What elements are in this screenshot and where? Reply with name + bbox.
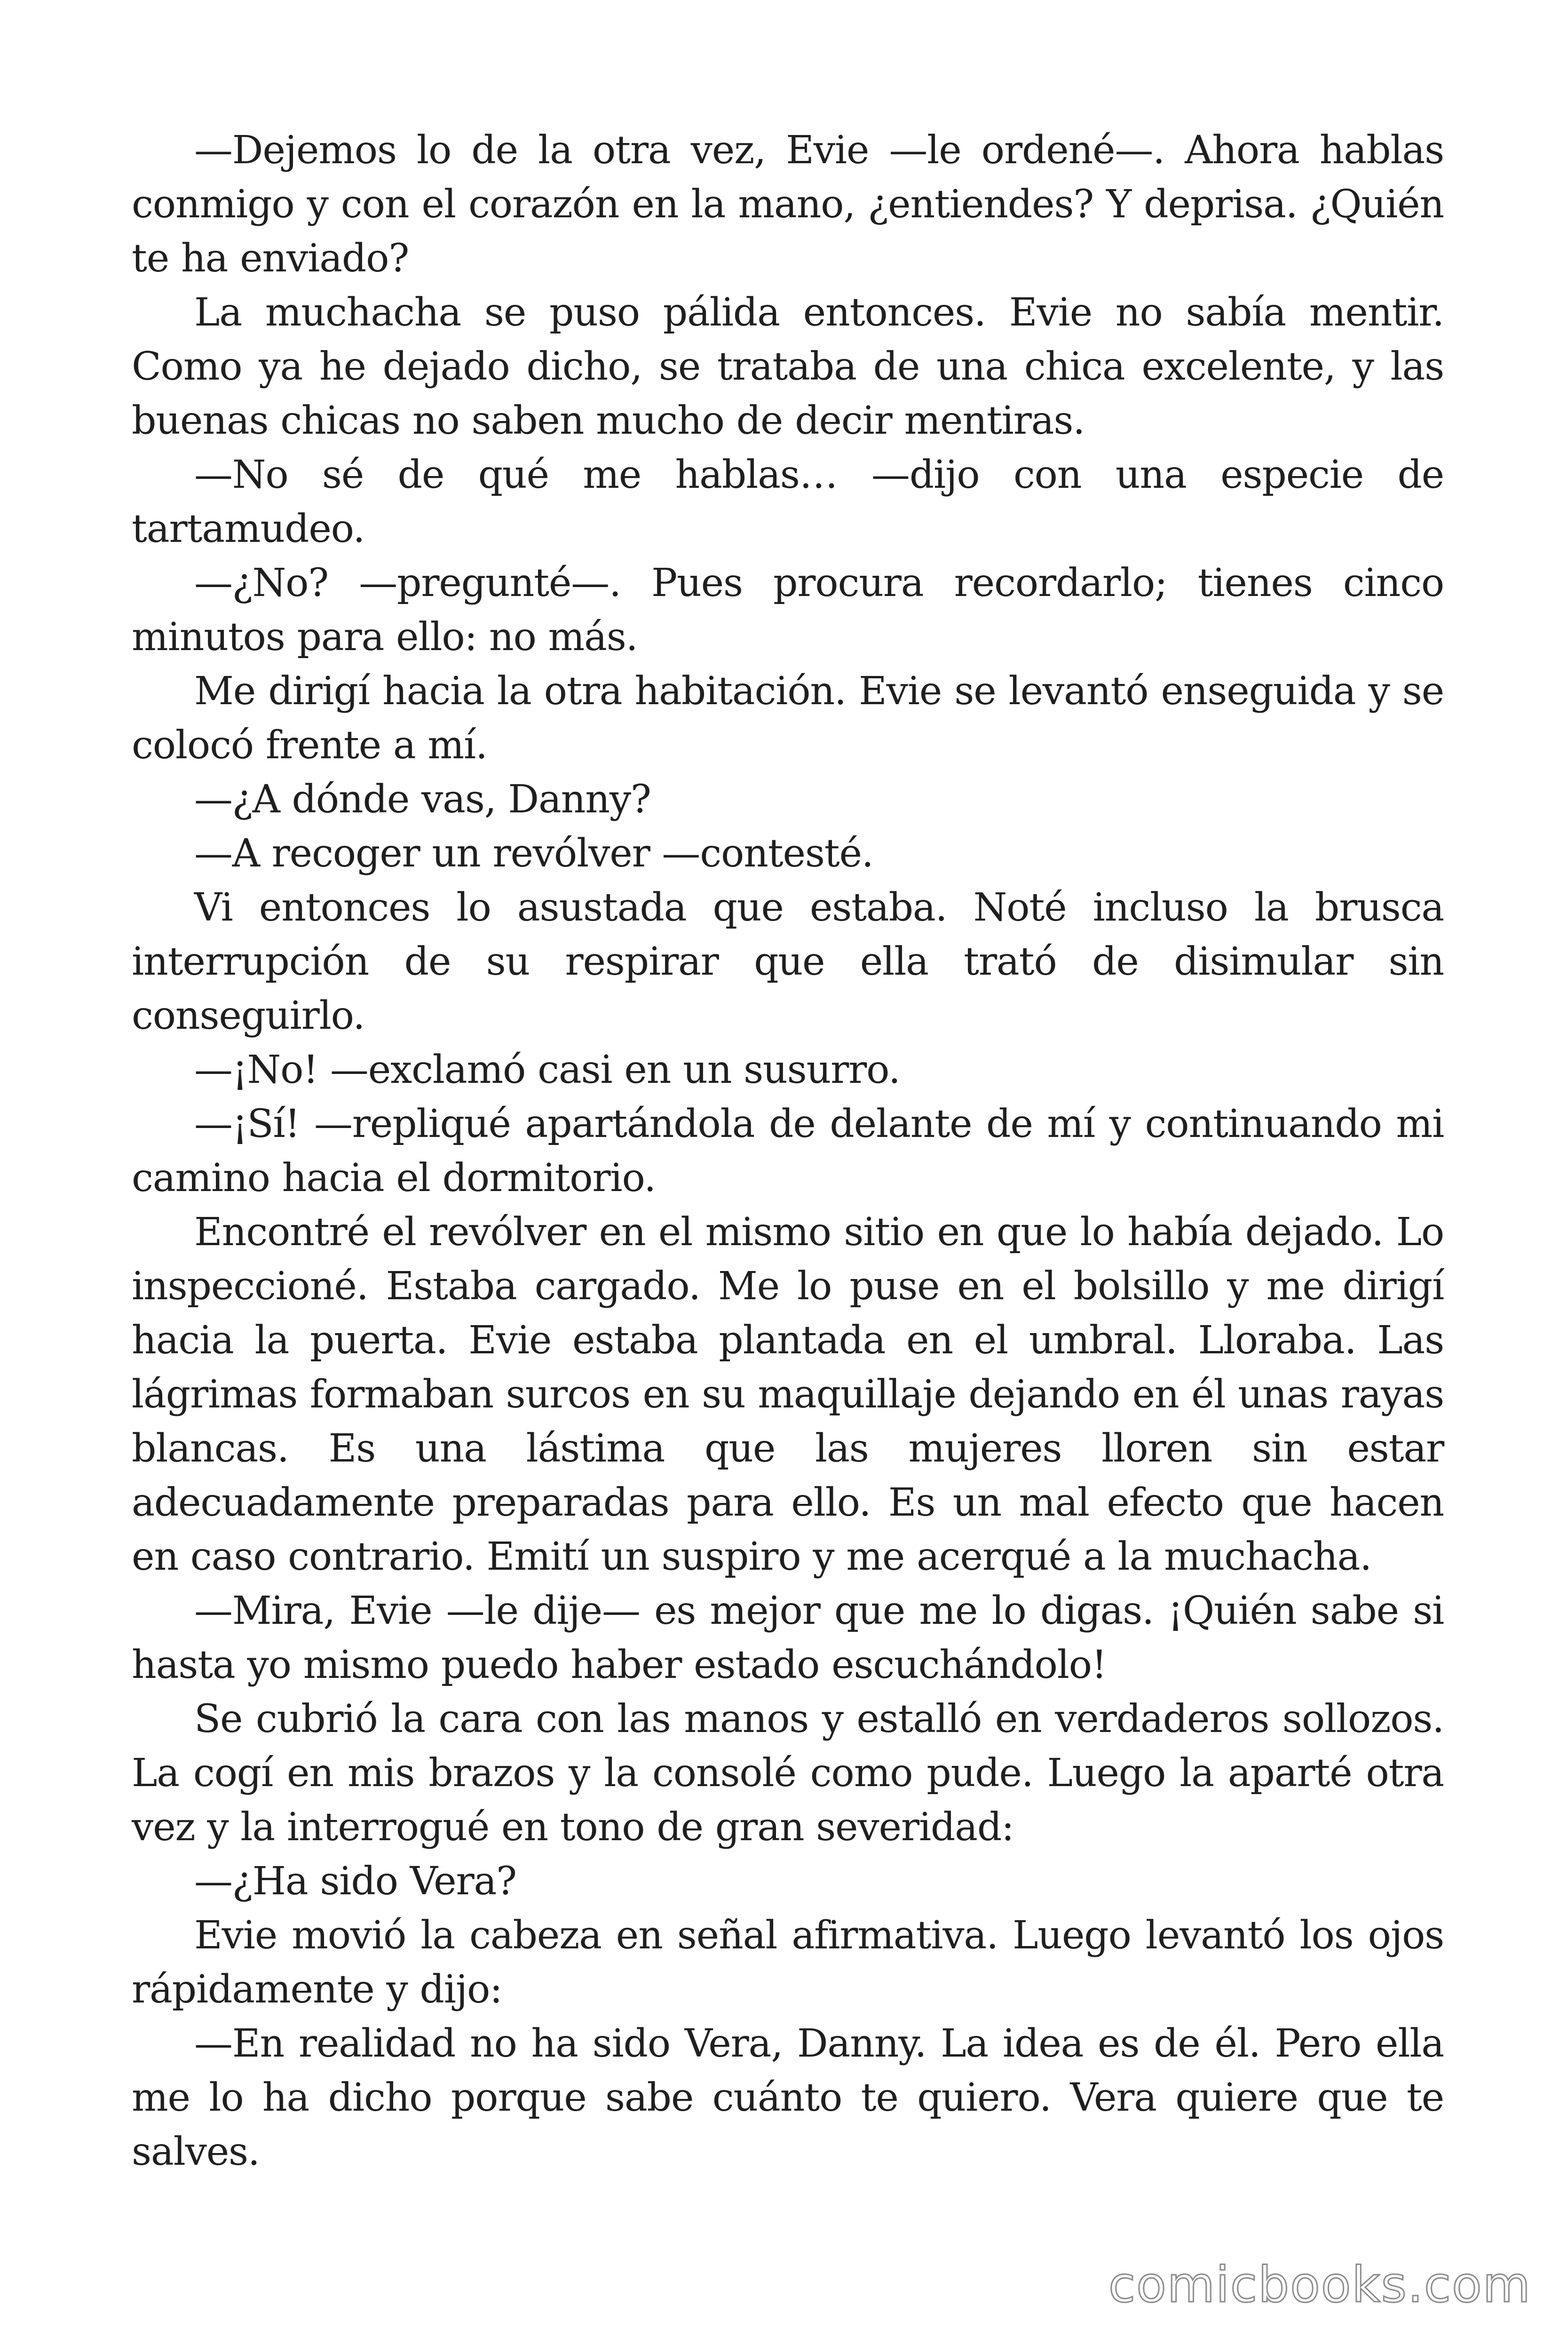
paragraph: —Dejemos lo de la otra vez, Evie —le ordené—. Ahora hablas conmigo y con el corazón en la mano, ¿entiendes? Y deprisa. ¿Quién te ha enviado?: [132, 128, 1444, 281]
paragraph: —¿Ha sido Vera?: [194, 1859, 516, 1904]
paragraph: Me dirigí hacia la otra habitación. Evie se levantó enseguida y se colocó frente a mí.: [132, 669, 1444, 768]
body-text: [132, 123, 1444, 2179]
paragraph: —A recoger un revólver —contesté.: [194, 831, 873, 876]
paragraph: Evie movió la cabeza en señal afirmativa. Luego levantó los ojos rápidamente y dijo:: [132, 1913, 1444, 2012]
paragraph: Vi entonces lo asustada que estaba. Noté incluso la brusca interrupción de su respirar que ella trató de disimular sin conseguirlo.: [132, 885, 1444, 1038]
paragraph: Se cubrió la cara con las manos y estalló en verdaderos sollozos. La cogí en mis brazos y la consolé como pude. Luego la aparté otra vez y la interrogué en tono de gran severidad:: [132, 1697, 1444, 1850]
paragraph: —¡Sí! —repliqué apartándola de delante de mí y continuando mi camino hacia el dormitorio.: [132, 1102, 1444, 1200]
paragraph: —Mira, Evie —le dije— es mejor que me lo digas. ¡Quién sabe si hasta yo mismo puedo haber estado escuchándolo!: [132, 1589, 1444, 1687]
paragraph: —No sé de qué me hablas… —dijo con una especie de tartamudeo.: [132, 453, 1444, 551]
watermark: comicbooks.com: [1108, 2256, 1531, 2313]
paragraph: —¿No? —pregunté—. Pues procura recordarlo; tienes cinco minutos para ello: no más.: [132, 561, 1444, 660]
paragraph: —En realidad no ha sido Vera, Danny. La idea es de él. Pero ella me lo ha dicho porque sabe cuánto te quiero. Vera quiere que te salves.: [132, 2021, 1444, 2174]
paragraph: —¡No! —exclamó casi en un susurro.: [194, 1048, 900, 1092]
paragraph: —¿A dónde vas, Danny?: [194, 777, 651, 822]
paragraph: La muchacha se puso pálida entonces. Evie no sabía mentir. Como ya he dejado dicho, se trataba de una chica excelente, y las buenas chicas no saben mucho de decir mentiras.: [132, 290, 1444, 443]
paragraph: Encontré el revólver en el mismo sitio en que lo había dejado. Lo inspeccioné. Estaba cargado. Me lo puse en el bolsillo y me dirigí hacia la puerta. Evie estaba plantada en el umbral. Lloraba. Las lágrimas formaban surcos en su maquillaje dejando en él unas rayas blancas. Es una lástima que las mujeres lloren sin estar adecuadamente preparadas para ello. Es un mal efecto que hacen en caso contrario. Emití un suspiro y me acerqué a la muchacha.: [132, 1210, 1444, 1579]
